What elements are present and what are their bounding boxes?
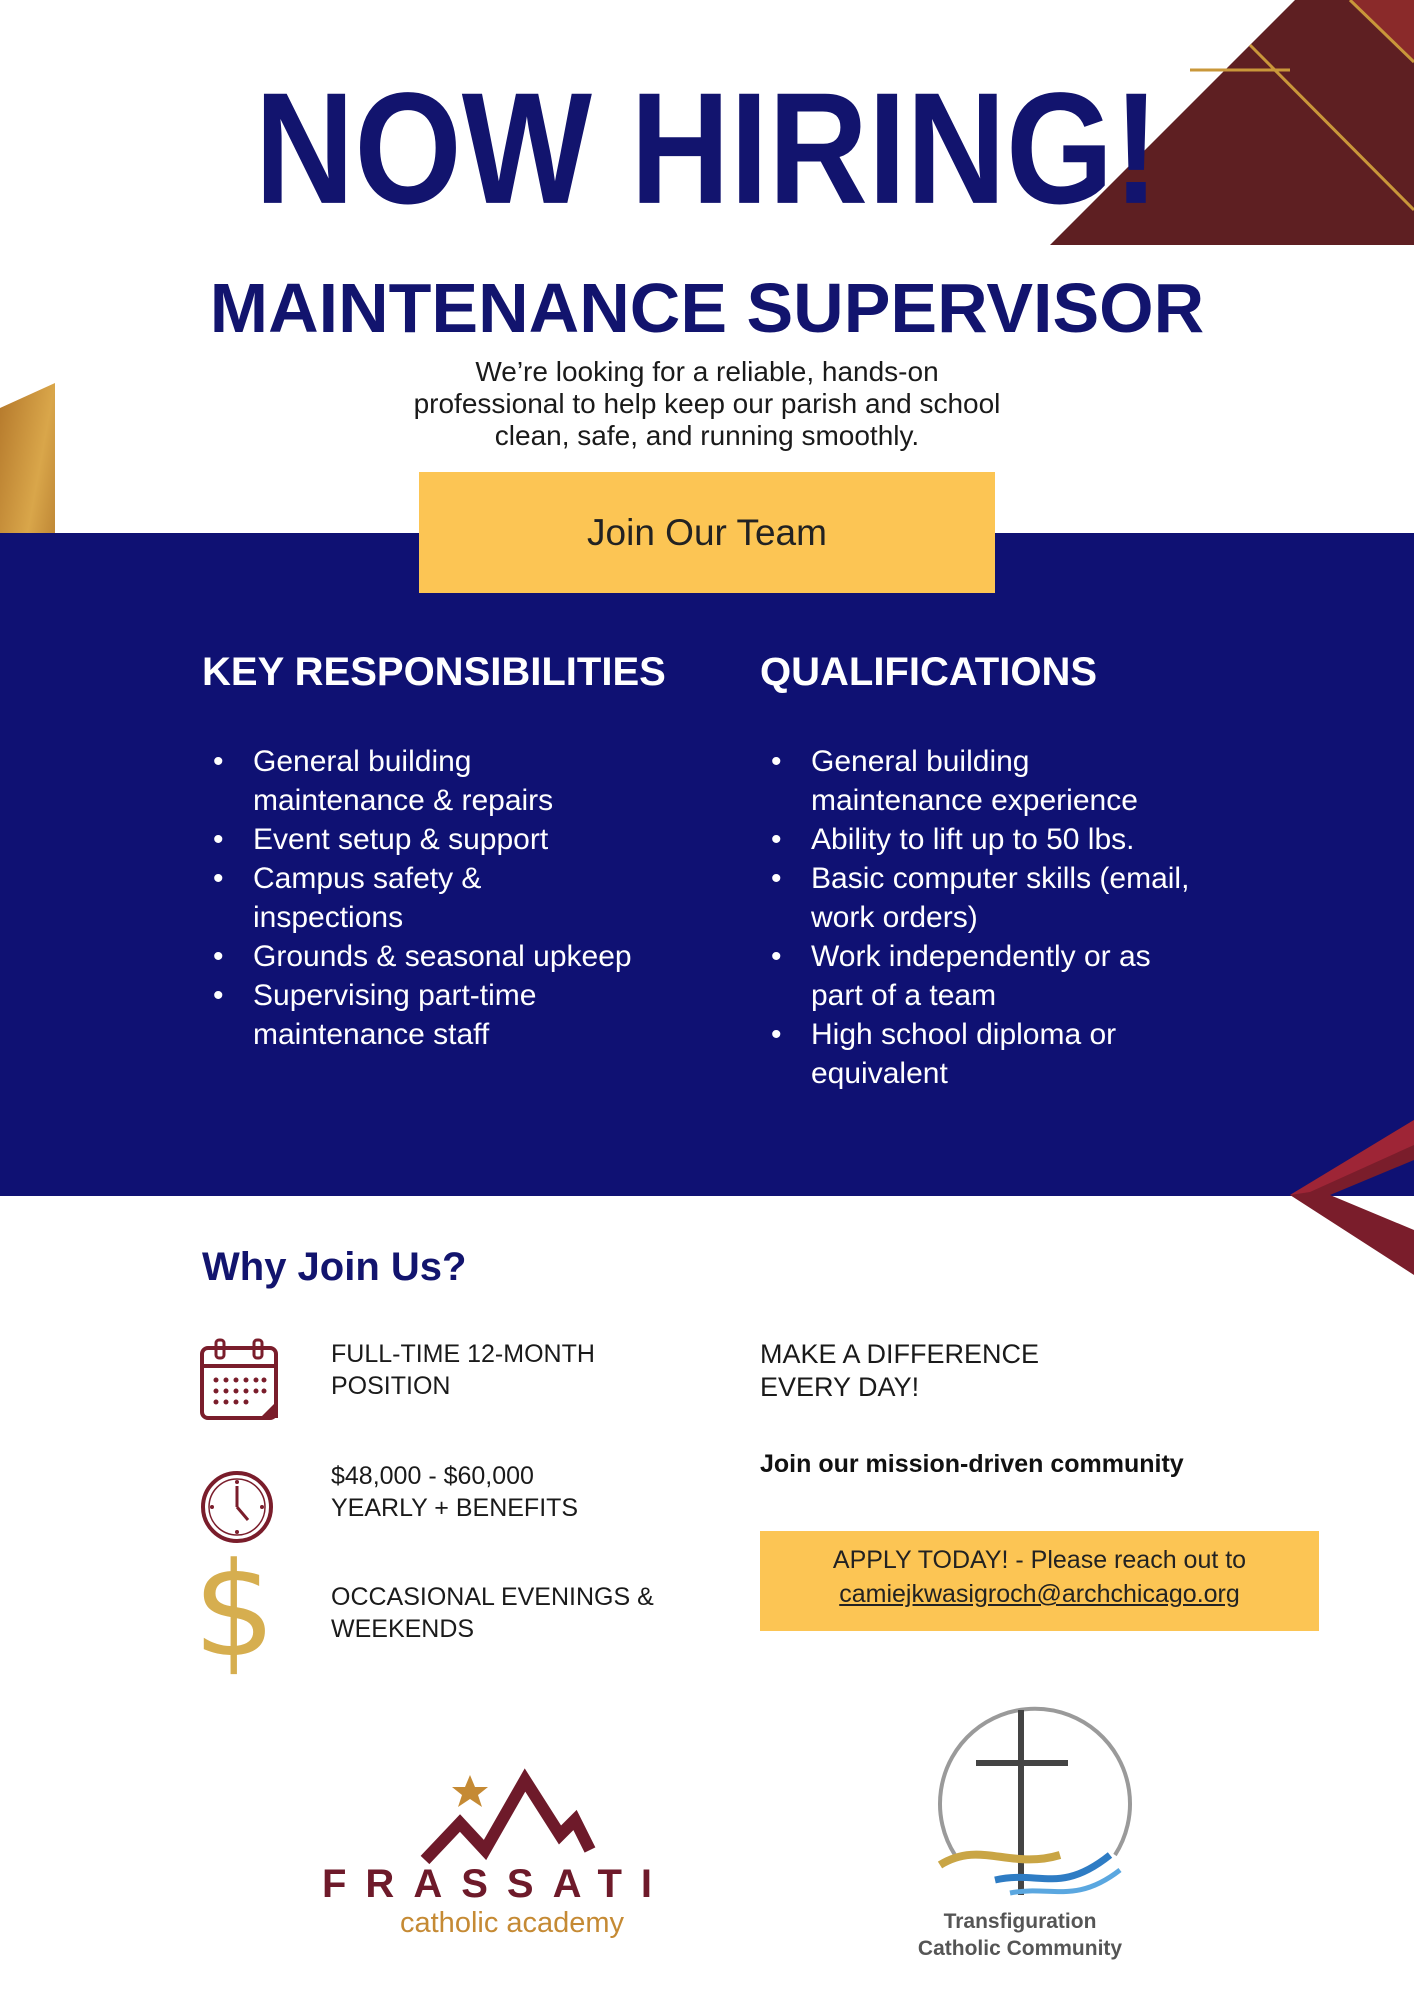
list-item: • Supervising part-time maintenance staff [203, 976, 723, 1054]
red-chevron-decoration [1290, 1120, 1414, 1275]
perk-full-time: FULL-TIME 12-MONTH POSITION [331, 1340, 595, 1400]
list-item: • Ability to lift up to 50 lbs. [761, 820, 1281, 859]
apply-email-link[interactable]: camiejkwasigroch@archchicago.org [839, 1580, 1240, 1608]
list-item: • General building maintenance experience [761, 742, 1281, 820]
list-item: • Work independently or as part of a team [761, 937, 1281, 1015]
list-item: • High school diploma or equivalent [761, 1015, 1281, 1093]
frassati-logo: FRASSATI catholic academy [320, 1765, 650, 1945]
page-title: NOW HIRING! [254, 60, 1160, 238]
list-item: • Grounds & seasonal upkeep [203, 937, 723, 976]
list-item: • Campus safety & inspections [203, 859, 723, 937]
mission-statement: MAKE A DIFFERENCE EVERY DAY! [760, 1339, 1040, 1402]
qualifications-heading: QUALIFICATIONS [760, 650, 1098, 694]
join-our-team-button[interactable]: Join Our Team [419, 472, 995, 593]
list-item: • Basic computer skills (email, work orders) [761, 859, 1281, 937]
mountain-star-icon [320, 1765, 650, 1865]
cross-wave-icon [900, 1705, 1140, 1905]
perk-schedule: OCCASIONAL EVENINGS & WEEKENDS [331, 1583, 654, 1643]
mission-subtitle: Join our mission-driven community [760, 1450, 1184, 1478]
responsibilities-list [203, 742, 723, 1054]
responsibilities-heading: KEY RESPONSIBILITIES [202, 650, 666, 694]
qualifications-list [761, 742, 1281, 1093]
intro-text: We’re looking for a reliable, hands-on professional to help keep our parish and school clean, safe, and running smoothly. [413, 356, 1001, 451]
list-item: • Event setup & support [203, 820, 723, 859]
list-item: • General building maintenance & repairs [203, 742, 723, 820]
transfiguration-logo: Transfiguration Catholic Community [900, 1705, 1140, 1970]
position-title: MAINTENANCE SUPERVISOR [209, 269, 1205, 347]
why-join-heading: Why Join Us? [202, 1245, 467, 1289]
apply-box: APPLY TODAY! - Please reach out to camiejkwasigroch@archchicago.org [760, 1531, 1319, 1631]
calendar-icon [198, 1338, 282, 1424]
perk-salary: $48,000 - $60,000 YEARLY + BENEFITS [331, 1462, 579, 1522]
dollar-sign-icon: $ [193, 1534, 276, 1686]
